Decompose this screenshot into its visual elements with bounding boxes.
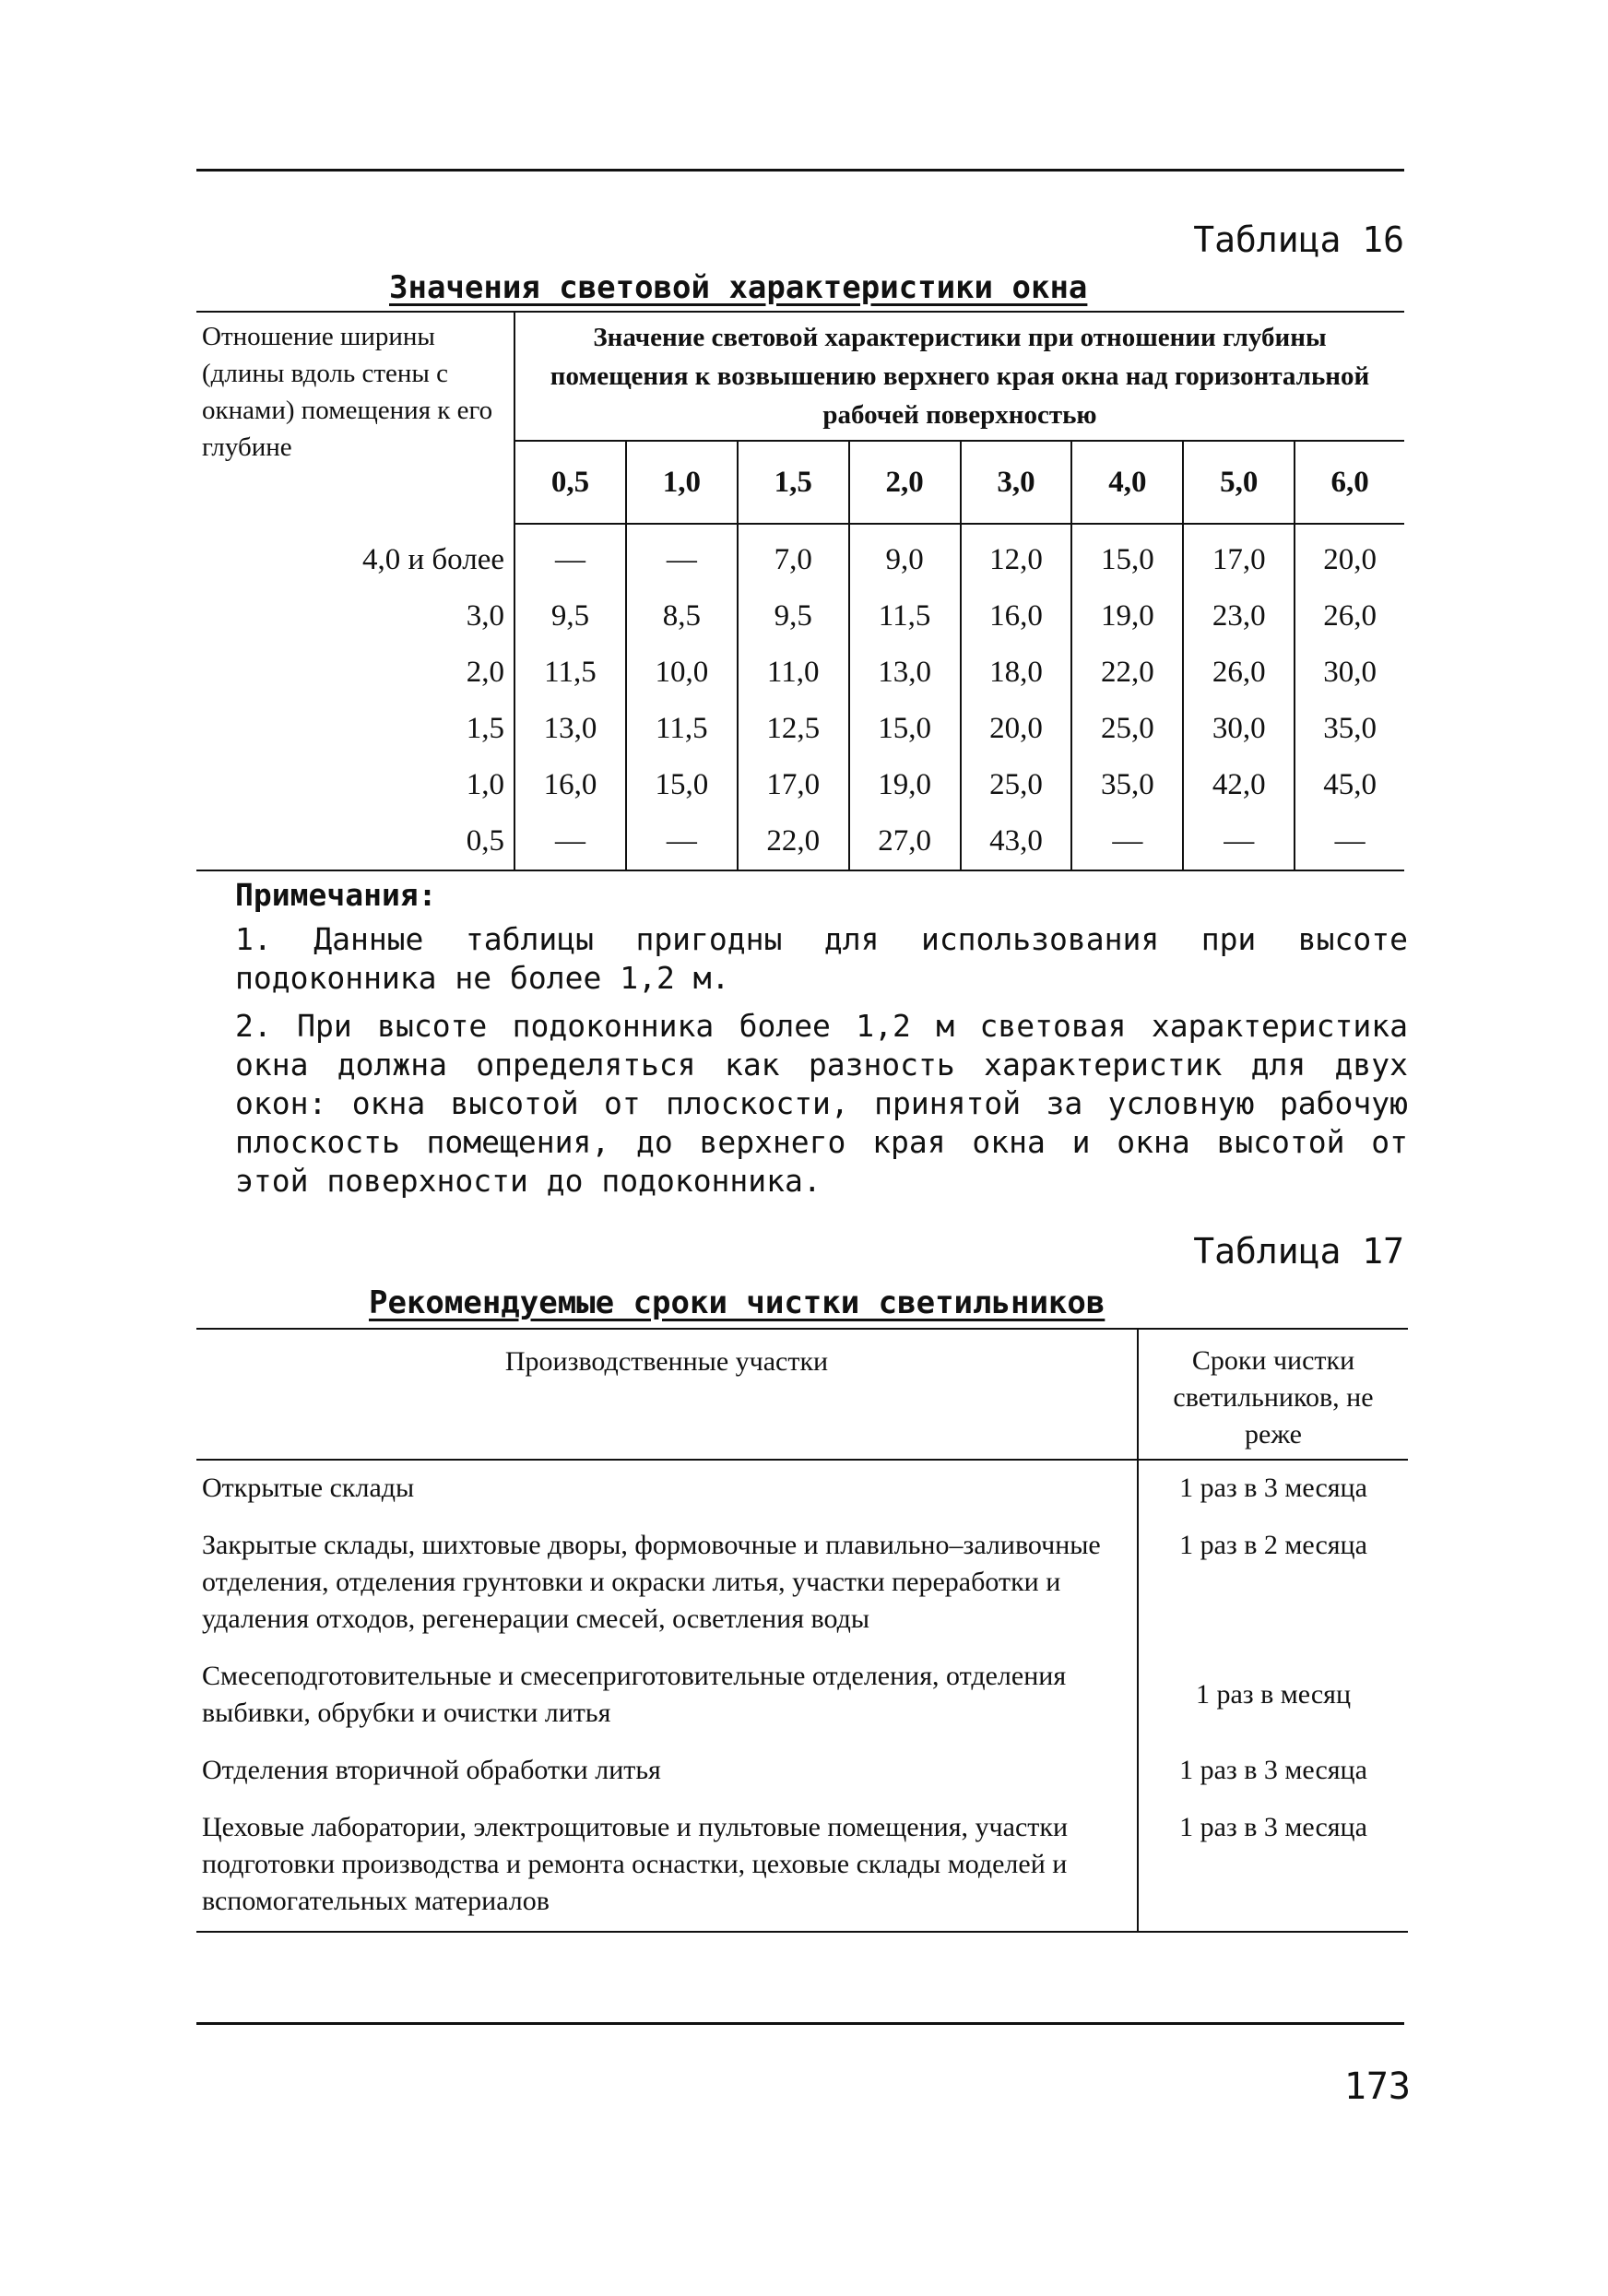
table-cell: 23,0 — [1183, 588, 1295, 645]
table-row — [196, 1649, 1408, 1743]
table-row — [196, 701, 1404, 757]
table-cell: 10,0 — [626, 645, 738, 701]
row-label: 4,0 и более — [361, 542, 504, 576]
table-cell: 27,0 — [849, 813, 961, 870]
row-label: 2,0 — [466, 656, 504, 689]
column-header: 1,0 — [626, 441, 738, 524]
table-cell: 16,0 — [961, 588, 1072, 645]
row-label: 3,0 — [466, 599, 504, 633]
table-cell: 12,5 — [738, 701, 849, 757]
light-characteristic-table — [196, 311, 1404, 871]
note-item: 1. Данные таблицы пригодны для использования при высоте подоконника не более 1,2 м. — [235, 921, 1408, 996]
table-cell: — — [626, 524, 738, 588]
table-cell: 26,0 — [1183, 645, 1295, 701]
table-cell: 20,0 — [1295, 524, 1404, 588]
table-cell: 25,0 — [1071, 701, 1183, 757]
row-label: 1,0 — [466, 768, 504, 801]
frequency-cell: 1 раз в 3 месяца — [1138, 1460, 1408, 1518]
area-cell: Закрытые склады, шихтовые дворы, формовочные и плавильно–заливочные отделения, отделения грунтовки и окраски литья, участки переработки и удаления отходов, регенерации смесей, осветления воды — [202, 1530, 1101, 1634]
area-cell: Открытые склады — [202, 1473, 415, 1503]
column-header: 6,0 — [1295, 441, 1404, 524]
table-cell: — — [1071, 813, 1183, 870]
frequency-cell: 1 раз в 3 месяца — [1138, 1743, 1408, 1800]
table17-title: Рекомендуемые сроки чистки светильников — [369, 1284, 1106, 1321]
table-cell: 18,0 — [961, 645, 1072, 701]
column-header: 2,0 — [849, 441, 961, 524]
table-cell: 25,0 — [961, 757, 1072, 813]
frequency-cell: 1 раз в 3 месяца — [1138, 1800, 1408, 1932]
table-cell: 43,0 — [961, 813, 1072, 870]
table-cell: 7,0 — [738, 524, 849, 588]
notes-heading: Примечания: — [235, 877, 437, 913]
table-cell: 11,0 — [738, 645, 849, 701]
table-cell: 35,0 — [1071, 757, 1183, 813]
note-item: 2. При высоте подоконника более 1,2 м световая характеристика окна должна определяться как разность характеристик для двух окон: окна высотой от плоскости, принятой за условную рабочую плоскость помещения, до верхнего края окна и окна высотой от этой поверхности до подоконника. — [235, 1008, 1408, 1199]
table-cell: 45,0 — [1295, 757, 1404, 813]
column-header: 5,0 — [1183, 441, 1295, 524]
frequency-cell: 1 раз в месяц — [1138, 1649, 1408, 1743]
table-row — [196, 1800, 1408, 1932]
table-cell: 22,0 — [1071, 645, 1183, 701]
table-cell: 9,5 — [514, 588, 626, 645]
table-cell: 11,5 — [626, 701, 738, 757]
table-cell: 8,5 — [626, 588, 738, 645]
table-cell: 30,0 — [1295, 645, 1404, 701]
table-cell: — — [1295, 813, 1404, 870]
table-cell: 16,0 — [514, 757, 626, 813]
table16-label: Таблица 16 — [1193, 219, 1404, 260]
table-cell: 15,0 — [1071, 524, 1183, 588]
cleaning-schedule-table — [196, 1328, 1408, 1933]
table-cell: 12,0 — [961, 524, 1072, 588]
top-rule — [196, 169, 1404, 172]
area-cell: Отделения вторичной обработки литья — [202, 1755, 661, 1785]
header-area: Производственные участки — [196, 1329, 1138, 1460]
table-row — [196, 1518, 1408, 1649]
table-row — [196, 645, 1404, 701]
table-cell: 35,0 — [1295, 701, 1404, 757]
table-cell: — — [514, 813, 626, 870]
table-cell: 17,0 — [738, 757, 849, 813]
table-row — [196, 588, 1404, 645]
column-header: 1,5 — [738, 441, 849, 524]
table-cell: 11,5 — [514, 645, 626, 701]
page-number: 173 — [1343, 2065, 1411, 2108]
table-cell: — — [514, 524, 626, 588]
column-header: 0,5 — [514, 441, 626, 524]
row-label: 1,5 — [466, 712, 504, 745]
column-header: 3,0 — [961, 441, 1072, 524]
table-cell: 9,0 — [849, 524, 961, 588]
table-cell: — — [1183, 813, 1295, 870]
header-frequency: Сроки чистки светильников, не реже — [1138, 1329, 1408, 1460]
table-cell: 42,0 — [1183, 757, 1295, 813]
table-cell: 15,0 — [626, 757, 738, 813]
row-label: 0,5 — [196, 813, 514, 870]
table-row — [196, 1743, 1408, 1800]
column-header: 4,0 — [1071, 441, 1183, 524]
table-cell: 20,0 — [961, 701, 1072, 757]
table16-title: Значения световой характеристики окна — [389, 269, 1088, 306]
area-cell: Цеховые лаборатории, электрощитовые и пультовые помещения, участки подготовки производства и ремонта оснастки, цеховые склады моделей и вспомогательных материалов — [196, 1800, 1138, 1932]
area-cell: Смесеподготовительные и смесеприготовительные отделения, отделения выбивки, обрубки и очистки литья — [202, 1661, 1067, 1728]
table-cell: 9,5 — [738, 588, 849, 645]
table17-label: Таблица 17 — [1193, 1231, 1404, 1272]
table-row — [196, 813, 1404, 870]
table-cell: 13,0 — [514, 701, 626, 757]
frequency-cell: 1 раз в 2 месяца — [1138, 1518, 1408, 1649]
table-cell: 22,0 — [738, 813, 849, 870]
table-cell: 19,0 — [849, 757, 961, 813]
table-row — [196, 757, 1404, 813]
table-cell: 11,5 — [849, 588, 961, 645]
table-cell: — — [626, 813, 738, 870]
stub-header: Отношение ширины (длины вдоль стены с окнами) помещения к его глубине — [196, 312, 514, 524]
table-cell: 17,0 — [1183, 524, 1295, 588]
table-cell: 15,0 — [849, 701, 961, 757]
table-cell: 30,0 — [1183, 701, 1295, 757]
table-cell: 26,0 — [1295, 588, 1404, 645]
table-cell: 19,0 — [1071, 588, 1183, 645]
table-row — [196, 524, 1404, 588]
group-header: Значение световой характеристики при отношении глубины помещения к возвышению верхнего края окна над горизонтальной рабочей поверхностью — [514, 312, 1404, 441]
notes-block — [235, 876, 1408, 1201]
bottom-rule — [196, 2022, 1404, 2025]
table-row — [196, 1460, 1408, 1518]
table-cell: 13,0 — [849, 645, 961, 701]
